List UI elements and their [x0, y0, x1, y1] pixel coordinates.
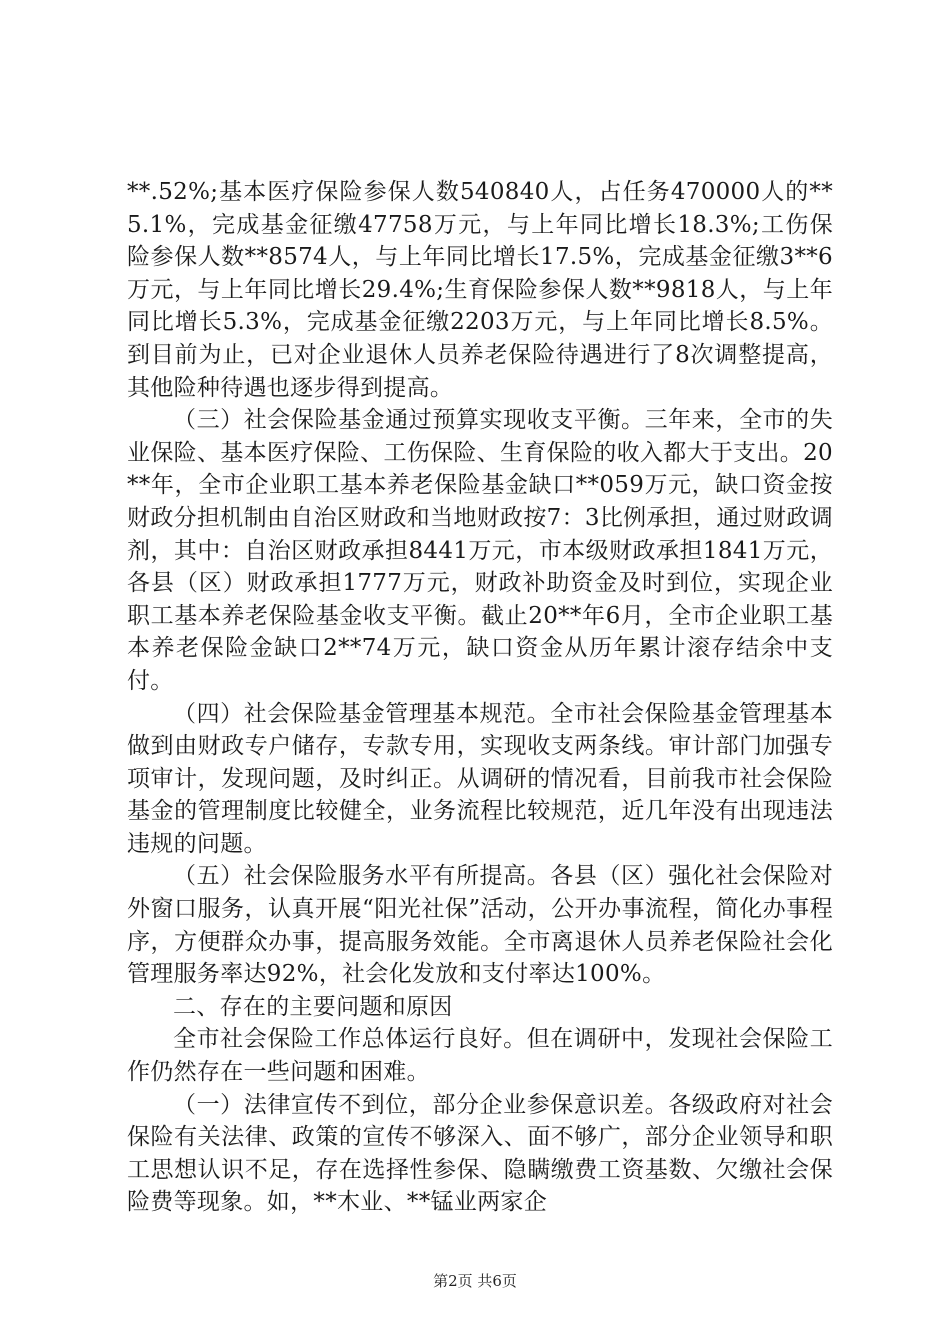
paragraph-section-5: （五）社会保险服务水平有所提高。各县（区）强化社会保险对外窗口服务，认真开展“阳光社保”活动，公开办事流程，简化办事程序，方便群众办事，提高服务效能。全市离退休人员养老保险社会化管理服务率达92%，社会化发放和支付率达100%。 [127, 863, 833, 988]
document-body [127, 176, 833, 1219]
paragraph-continued-statistics: **.52%;基本医疗保险参保人数540840人，占任务470000人的**5.1%，完成基金征缴47758万元，与上年同比增长18.3%;工伤保险参保人数**8574人，与上年同比增长17.5%，完成基金征缴3**6万元，与上年同比增长29.4%;生育保险参保人数**9818人，与上年同比增长5.3%，完成基金征缴2203万元，与上年同比增长8.5%。到目前为止，已对企业退休人员养老保险待遇进行了8次调整提高，其他险种待遇也逐步得到提高。 [127, 179, 833, 401]
paragraph-problems-intro: 全市社会保险工作总体运行良好。但在调研中，发现社会保险工作仍然存在一些问题和困难。 [127, 1026, 833, 1086]
section-heading-problems: 二、存在的主要问题和原因 [173, 993, 453, 1020]
page-number-footer: 第2页 共6页 [433, 1272, 517, 1290]
paragraph-section-3: （三）社会保险基金通过预算实现收支平衡。三年来，全市的失业保险、基本医疗保险、工伤保险、生育保险的收入都大于支出。20**年，全市企业职工基本养老保险基金缺口**059万元，缺口资金按财政分担机制由自治区财政和当地财政按7：3比例承担，通过财政调剂，其中：自治区财政承担8441万元，市本级财政承担1841万元，各县（区）财政承担1777万元，财政补助资金及时到位，实现企业职工基本养老保险基金收支平衡。截止20**年6月，全市企业职工基本养老保险金缺口2**74万元，缺口资金从历年累计滚存结余中支付。 [127, 407, 833, 694]
paragraph-section-4: （四）社会保险基金管理基本规范。全市社会保险基金管理基本做到由财政专户储存，专款专用，实现收支两条线。审计部门加强专项审计，发现问题，及时纠正。从调研的情况看，目前我市社会保险基金的管理制度比较健全，业务流程比较规范，近几年没有出现违法违规的问题。 [127, 700, 833, 857]
paragraph-problem-1: （一）法律宣传不到位，部分企业参保意识差。各级政府对社会保险有关法律、政策的宣传不够深入、面不够广，部分企业领导和职工思想认识不足，存在选择性参保、隐瞒缴费工资基数、欠缴社会保险费等现象。如，**木业、**锰业两家企 [127, 1091, 833, 1216]
